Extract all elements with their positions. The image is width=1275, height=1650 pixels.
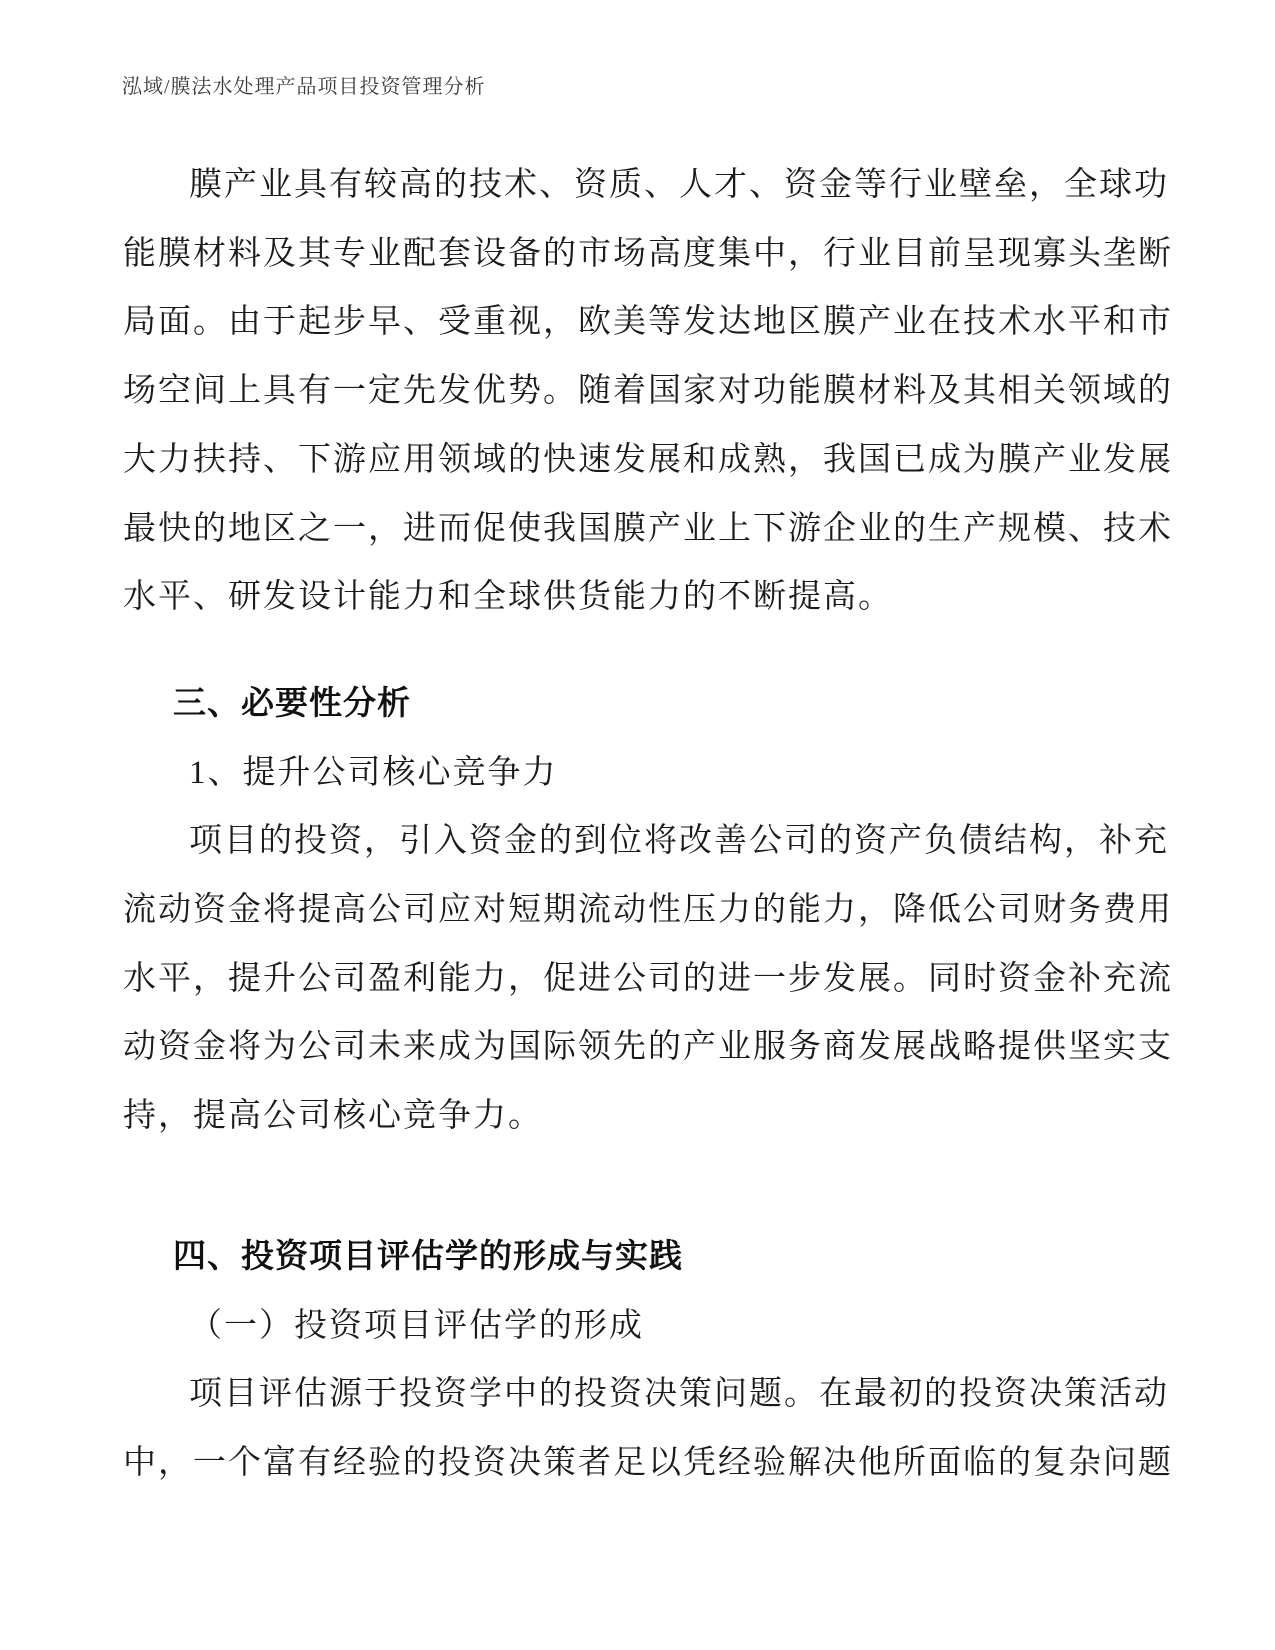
text-line: 能膜材料及其专业配套设备的市场高度集中，行业目前呈现寡头垄断 xyxy=(123,235,1173,272)
text-line: 项目的投资，引入资金的到位将改善公司的资产负债结构，补充 xyxy=(189,823,1169,860)
text-line: 中，一个富有经验的投资决策者足以凭经验解决他所面临的复杂问题 xyxy=(123,1444,1173,1481)
text-line: 最快的地区之一，进而促使我国膜产业上下游企业的生产规模、技术 xyxy=(123,510,1173,547)
text-line: 局面。由于起步早、受重视，欧美等发达地区膜产业在技术水平和市 xyxy=(123,304,1173,341)
page-header: 泓域/膜法水处理产品项目投资管理分析 xyxy=(122,76,486,98)
text-line: 场空间上具有一定先发优势。随着国家对功能膜材料及其相关领域的 xyxy=(123,373,1173,410)
text-line: 项目评估源于投资学中的投资决策问题。在最初的投资决策活动 xyxy=(189,1376,1169,1413)
subheading-evaluation-formation: （一）投资项目评估学的形成 xyxy=(189,1307,644,1344)
text-line: 水平、研发设计能力和全球供货能力的不断提高。 xyxy=(123,579,893,616)
section-paragraph xyxy=(123,807,1203,1151)
subheading-core-competitiveness: 1、提升公司核心竞争力 xyxy=(189,754,558,791)
text-line: 流动资金将提高公司应对短期流动性压力的能力，降低公司财务费用 xyxy=(123,892,1173,929)
intro-paragraph xyxy=(123,151,1203,632)
text-line: 动资金将为公司未来成为国际领先的产业服务商发展战略提供坚实支 xyxy=(123,1029,1173,1066)
section-paragraph xyxy=(123,1360,1203,1497)
text-line: 大力扶持、下游应用领域的快速发展和成熟，我国已成为膜产业发展 xyxy=(123,441,1173,478)
text-line: 膜产业具有较高的技术、资质、人才、资金等行业壁垒，全球功 xyxy=(189,167,1169,203)
section-heading-project-evaluation: 四、投资项目评估学的形成与实践 xyxy=(173,1238,683,1275)
text-line: 持，提高公司核心竞争力。 xyxy=(123,1098,543,1135)
section-heading-necessity-analysis: 三、必要性分析 xyxy=(173,685,411,722)
document-content xyxy=(123,151,1203,1498)
text-line: 水平，提升公司盈利能力，促进公司的进一步发展。同时资金补充流 xyxy=(123,960,1173,997)
